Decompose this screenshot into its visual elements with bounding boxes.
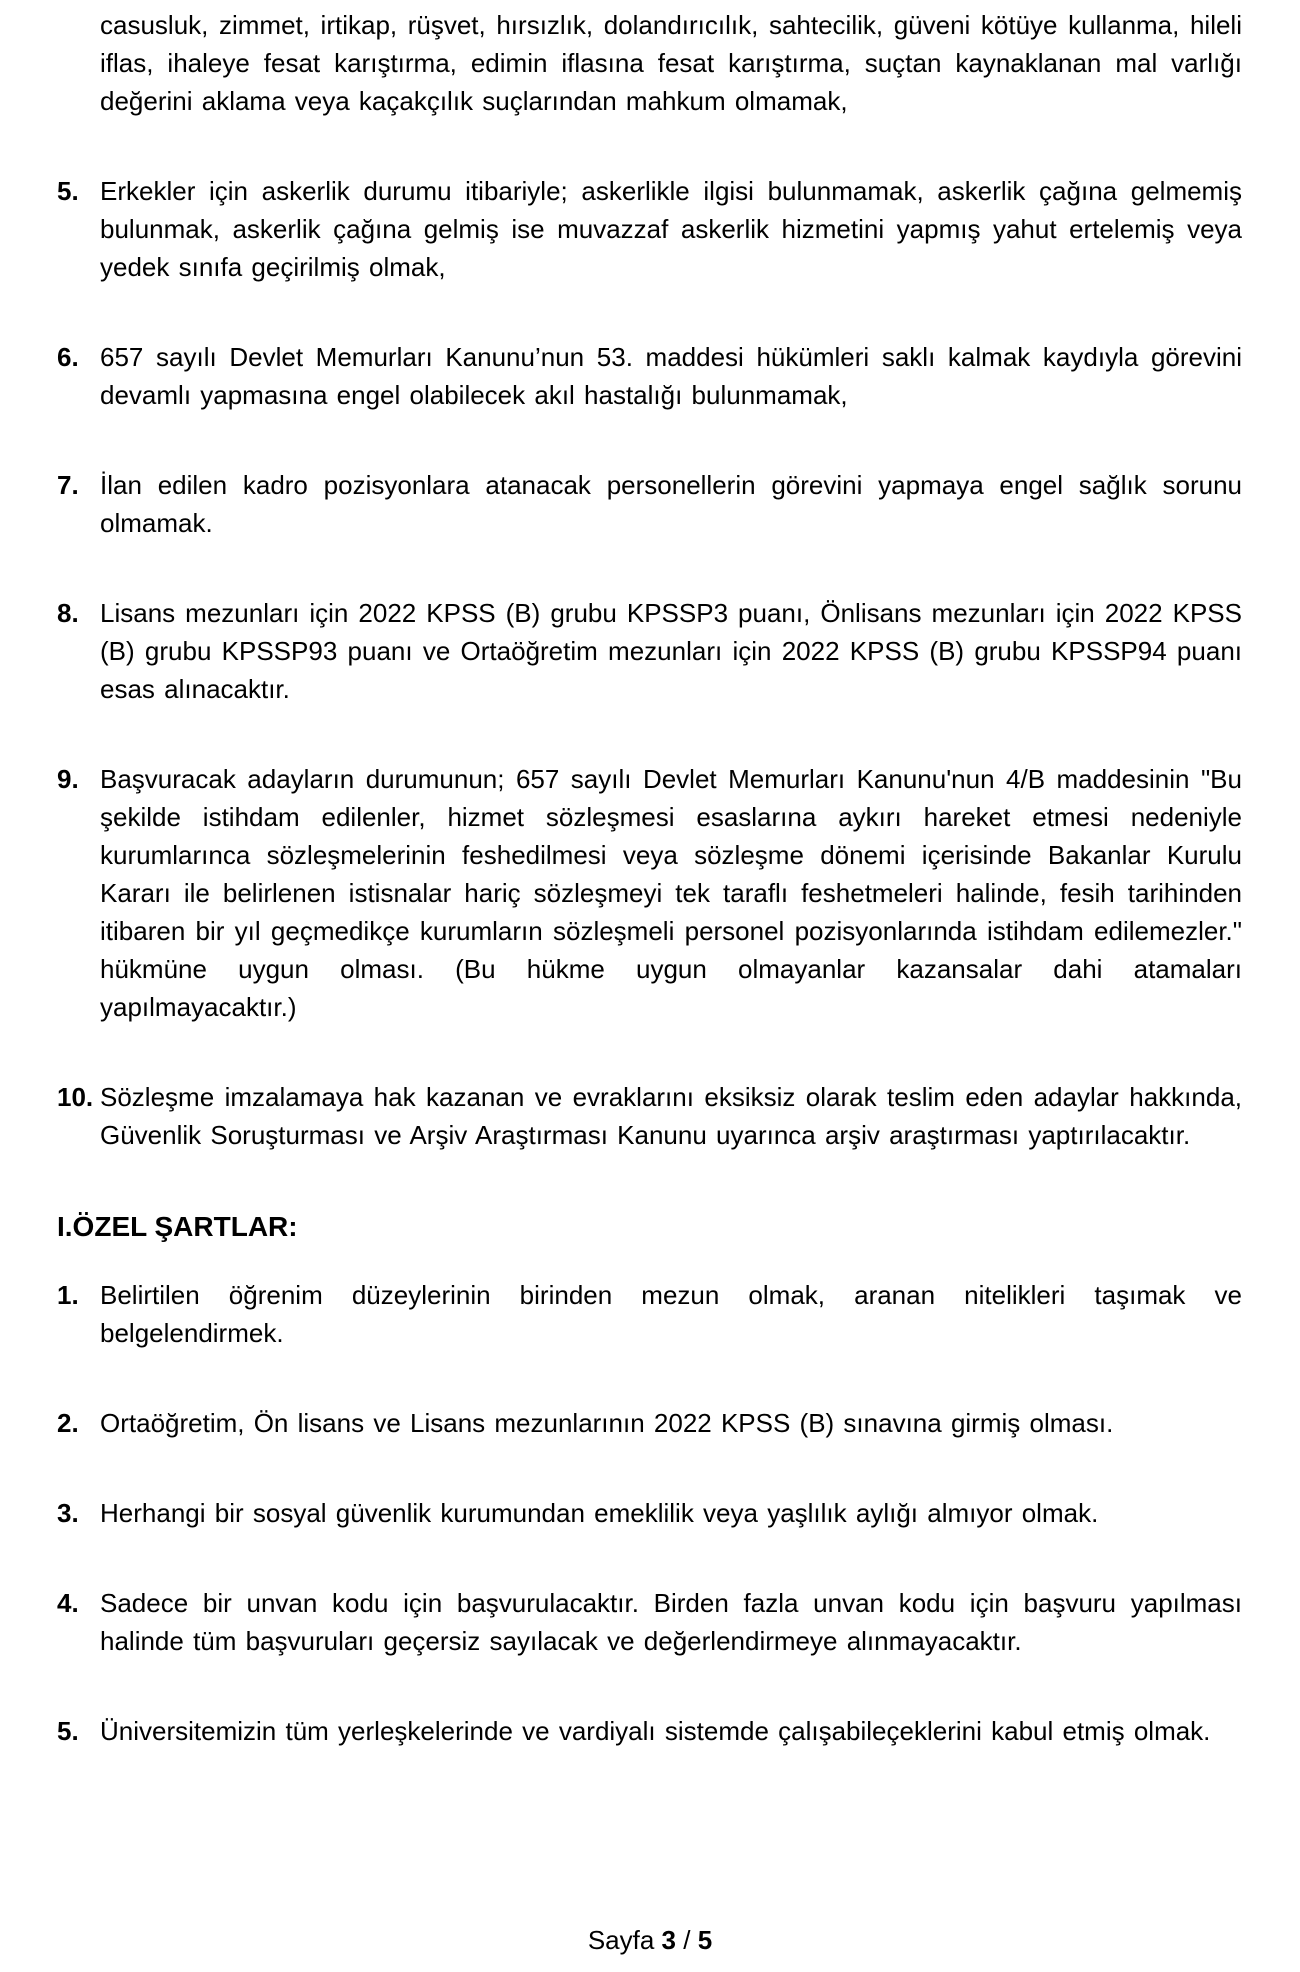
item-number: 4. bbox=[57, 1588, 79, 1618]
paragraph-continuation: casusluk, zimmet, irtikap, rüşvet, hırsızlık, dolandırıcılık, sahtecilik, güveni kötüye kullanma, hileli iflas, ihaleye fesat karıştırma, edimin iflasına fesat karıştırma, suçtan kaynaklanan mal varlığı değerini aklama veya kaçakçılık suçlarından mahkum olmamak, bbox=[100, 10, 1242, 116]
item-text: Ortaöğretim, Ön lisans ve Lisans mezunlarının 2022 KPSS (B) sınavına girmiş olması. bbox=[100, 1408, 1114, 1438]
general-condition-item-5 bbox=[57, 172, 1242, 286]
special-condition-item-1 bbox=[57, 1276, 1242, 1352]
general-condition-item-6 bbox=[57, 338, 1242, 414]
item-number: 7. bbox=[57, 470, 79, 500]
footer-label: Sayfa bbox=[587, 1925, 655, 1955]
special-condition-item-4 bbox=[57, 1584, 1242, 1660]
general-condition-item-10 bbox=[57, 1078, 1242, 1154]
item-text: Belirtilen öğrenim düzeylerinin birinden mezun olmak, aranan nitelikleri taşımak ve belgelendirmek. bbox=[100, 1280, 1242, 1348]
item-text: Lisans mezunları için 2022 KPSS (B) grubu KPSSP3 puanı, Önlisans mezunları için 2022 KPSS (B) grubu KPSSP93 puanı ve Ortaöğretim mezunları için 2022 KPSS (B) grubu KPSSP94 puanı esas alınacaktır. bbox=[100, 598, 1242, 704]
item-number: 5. bbox=[57, 1716, 79, 1746]
item-number: 8. bbox=[57, 598, 79, 628]
item-number: 2. bbox=[57, 1408, 79, 1438]
footer-separator: / bbox=[683, 1925, 691, 1955]
item-text: 657 sayılı Devlet Memurları Kanunu’nun 53. maddesi hükümleri saklı kalmak kaydıyla görevini devamlı yapmasına engel olabilecek akıl hastalığı bulunmamak, bbox=[100, 342, 1242, 410]
item-number: 3. bbox=[57, 1498, 79, 1528]
general-condition-item-9 bbox=[57, 760, 1242, 1026]
item-text: Üniversitemizin tüm yerleşkelerinde ve vardiyalı sistemde çalışabileçeklerini kabul etmiş olmak. bbox=[100, 1716, 1211, 1746]
footer-current-page: 3 bbox=[661, 1925, 677, 1955]
item-number: 9. bbox=[57, 764, 79, 794]
item-number: 6. bbox=[57, 342, 79, 372]
item-text: Herhangi bir sosyal güvenlik kurumundan emeklilik veya yaşlılık aylığı almıyor olmak. bbox=[100, 1498, 1099, 1528]
special-condition-item-2 bbox=[57, 1404, 1242, 1442]
special-condition-item-5 bbox=[57, 1712, 1242, 1750]
general-condition-item-7 bbox=[57, 466, 1242, 542]
page-footer bbox=[0, 1924, 1300, 1956]
item-text: Sadece bir unvan kodu için başvurulacaktır. Birden fazla unvan kodu için başvuru yapılması halinde tüm başvuruları geçersiz sayılacak ve değerlendirmeye alınmayacaktır. bbox=[100, 1588, 1242, 1656]
section-heading-ozel-sartlar: I.ÖZEL ŞARTLAR: bbox=[57, 1211, 298, 1242]
item-text: Erkekler için askerlik durumu itibariyle; askerlikle ilgisi bulunmamak, askerlik çağına gelmemiş bulunmak, askerlik çağına gelmiş ise muvazzaf askerlik hizmetini yapmış yahut ertelemiş veya yedek sınıfa geçirilmiş olmak, bbox=[100, 176, 1242, 282]
item-number: 5. bbox=[57, 176, 79, 206]
item-text: Başvuracak adayların durumunun; 657 sayılı Devlet Memurları Kanunu'nun 4/B maddesinin "Bu şekilde istihdam edilenler, hizmet sözleşmesi esaslarına aykırı hareket etmesi nedeniyle kurumlarınca sözleşmelerinin feshedilmesi veya sözleşme dönemi içerisinde Bakanlar Kurulu Kararı ile belirlenen istisnalar hariç sözleşmeyi tek taraflı feshetmeleri halinde, fesih tarihinden itibaren bir yıl geçmedikçe kurumların sözleşmeli personel pozisyonlarında istihdam edilemezler." hükmüne uygun olması. (Bu hükme uygun olmayanlar kazansalar dahi atamaları yapılmayacaktır.) bbox=[100, 764, 1242, 1022]
item-text: Sözleşme imzalamaya hak kazanan ve evraklarını eksiksiz olarak teslim eden adaylar hakkında, Güvenlik Soruşturması ve Arşiv Araştırması Kanunu uyarınca arşiv araştırması yaptırılacaktır. bbox=[100, 1082, 1242, 1150]
general-condition-item-8 bbox=[57, 594, 1242, 708]
special-condition-item-3 bbox=[57, 1494, 1242, 1532]
item-number: 1. bbox=[57, 1280, 79, 1310]
document-body bbox=[57, 6, 1242, 1750]
item-number: 10. bbox=[57, 1082, 94, 1112]
footer-total-pages: 5 bbox=[697, 1925, 713, 1955]
item-text: İlan edilen kadro pozisyonlara atanacak personellerin görevini yapmaya engel sağlık sorunu olmamak. bbox=[100, 470, 1242, 538]
